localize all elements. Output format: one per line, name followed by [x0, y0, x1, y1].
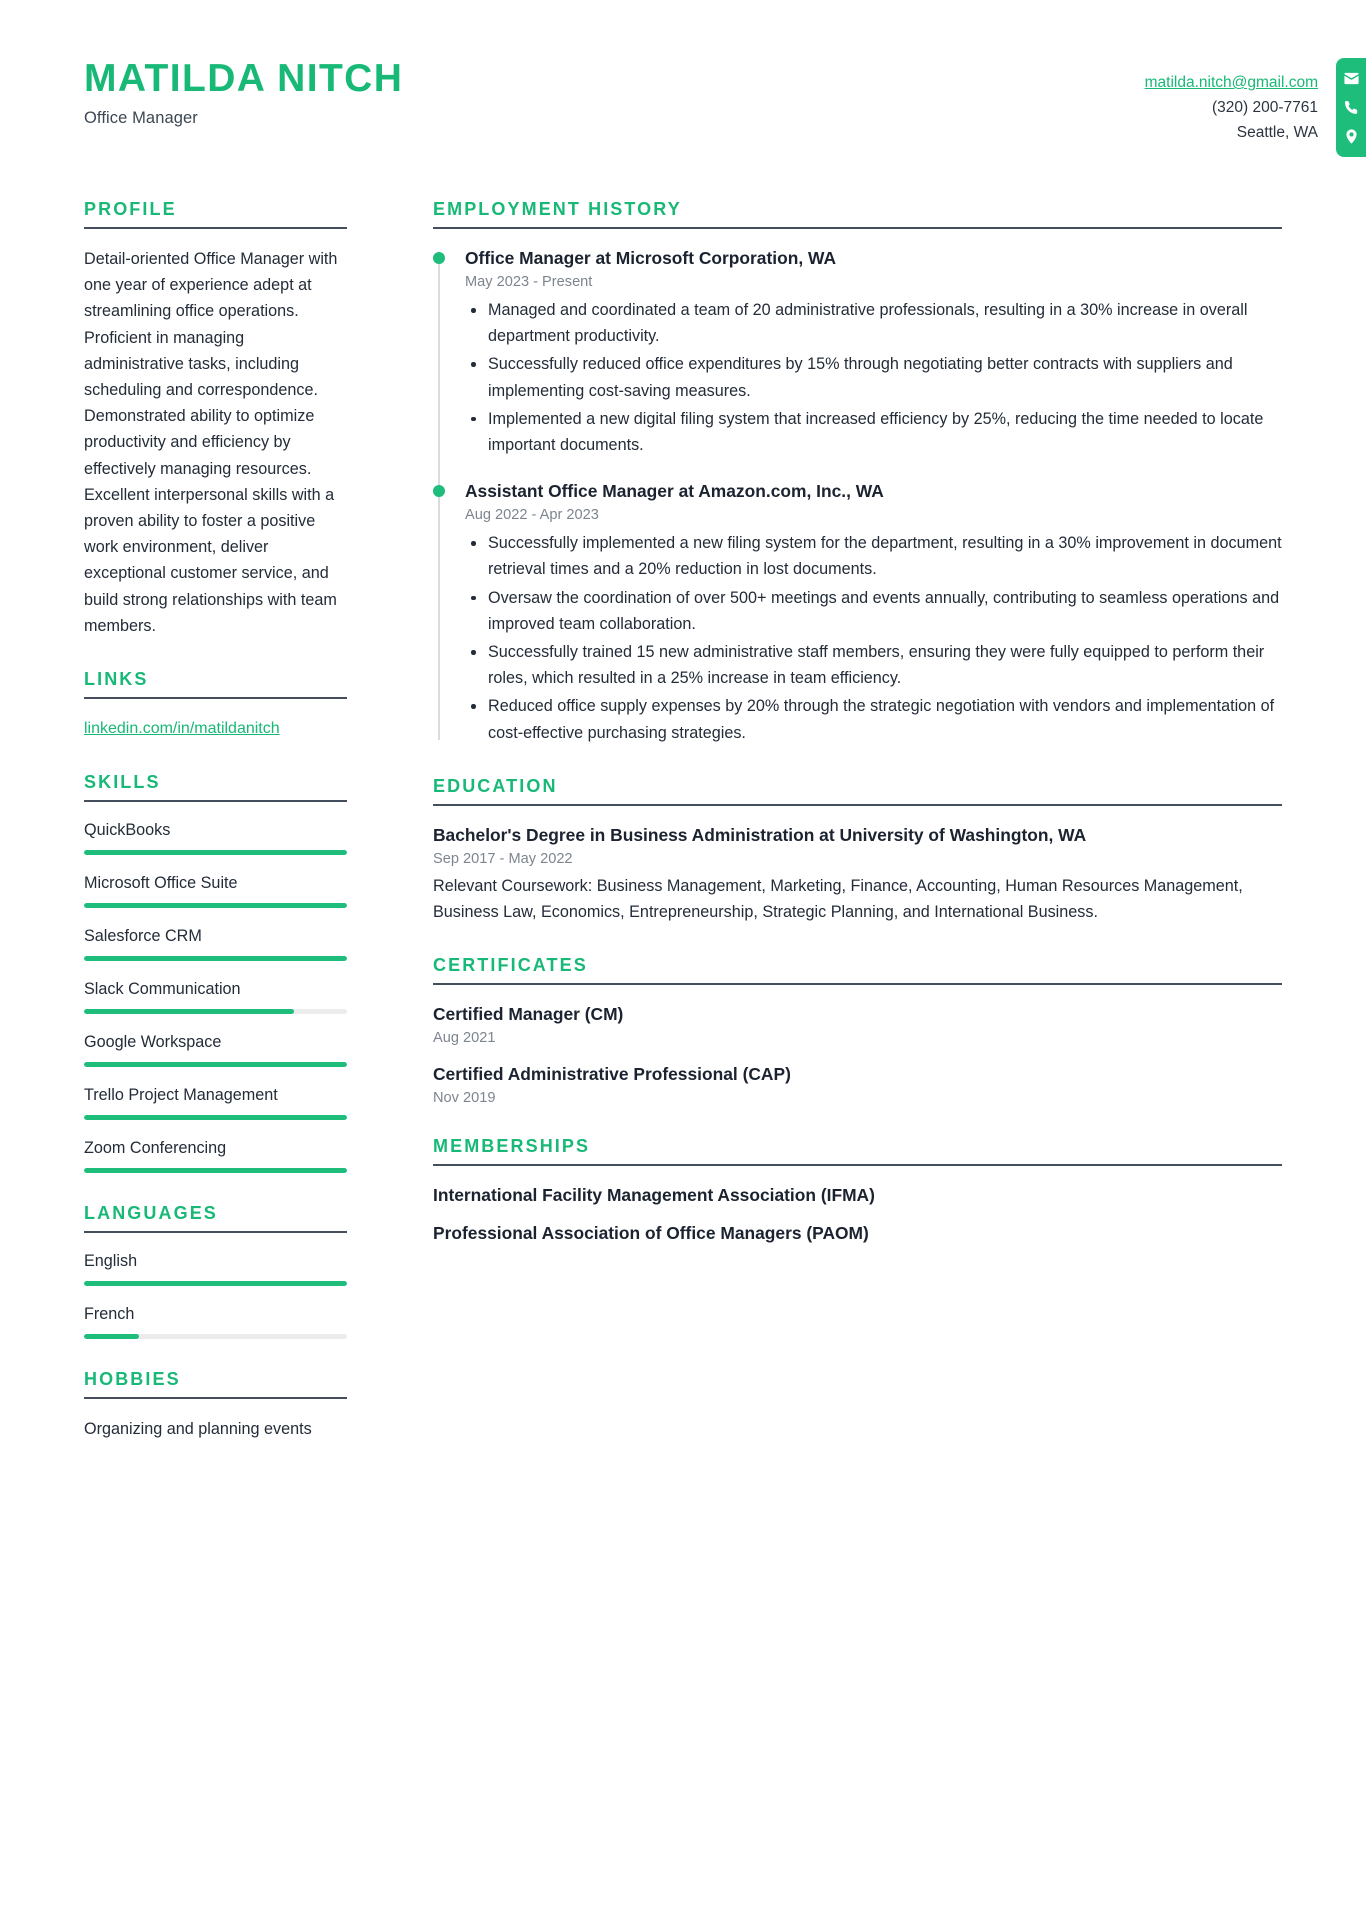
section-title-certificates: CERTIFICATES	[433, 955, 588, 976]
section-title-hobbies: HOBBIES	[84, 1369, 181, 1390]
employment-bullet: Reduced office supply expenses by 20% through the strategic negotiation with vendors and implementation of cost-effective purchasing strategies.	[465, 693, 1282, 745]
skill-bar-track	[84, 956, 347, 961]
language-item	[84, 1303, 347, 1339]
skill-label: QuickBooks	[84, 821, 171, 840]
section-divider	[84, 800, 347, 802]
contact-location: Seattle, WA	[1236, 124, 1318, 141]
section-education	[433, 776, 1282, 925]
candidate-name: MATILDA NITCH	[84, 57, 404, 100]
timeline-dot-icon	[433, 485, 445, 497]
section-title-languages: LANGUAGES	[84, 1203, 218, 1224]
language-label: French	[84, 1305, 135, 1324]
skill-bar-fill	[84, 1009, 294, 1014]
section-divider	[433, 1164, 1282, 1166]
employment-bullet: Successfully reduced office expenditures by 15% through negotiating better contracts with suppliers and implementing cost-saving measures.	[465, 351, 1282, 403]
skill-bar-track	[84, 1062, 347, 1067]
language-bar-fill	[84, 1281, 347, 1286]
skill-label: Google Workspace	[84, 1033, 222, 1052]
skill-item	[84, 1084, 347, 1120]
certificate-title: Certified Manager (CM)	[433, 1004, 624, 1025]
section-divider	[84, 1397, 347, 1399]
section-divider	[84, 227, 347, 229]
section-title-education: EDUCATION	[433, 775, 558, 796]
section-title-profile: PROFILE	[84, 199, 177, 219]
candidate-job-title: Office Manager	[84, 109, 198, 128]
identity-block	[0, 58, 403, 128]
timeline-dot-icon	[433, 252, 445, 264]
section-languages	[84, 1203, 347, 1339]
certificate-date: Aug 2021	[433, 1030, 496, 1047]
skill-bar-fill	[84, 1115, 347, 1120]
section-title-links: LINKS	[84, 669, 149, 690]
employment-entry	[433, 479, 1282, 746]
employment-bullet: Managed and coordinated a team of 20 administrative professionals, resulting in a 30% increase in overall department productivity.	[465, 297, 1282, 349]
contact-email[interactable]: matilda.nitch@gmail.com	[1144, 74, 1318, 91]
skill-label: Microsoft Office Suite	[84, 874, 238, 893]
language-bar-track	[84, 1334, 347, 1339]
certificate-entry	[433, 1062, 1282, 1106]
membership-item: Professional Association of Office Managers (PAOM)	[433, 1223, 869, 1244]
contact-phone: (320) 200-7761	[1212, 99, 1318, 116]
skill-bar-fill	[84, 1168, 347, 1173]
language-bar-track	[84, 1281, 347, 1286]
education-entry	[433, 823, 1282, 925]
employment-bullets	[465, 530, 1282, 746]
skill-bar-track	[84, 1168, 347, 1173]
employment-bullet: Oversaw the coordination of over 500+ meetings and events annually, contributing to seamless operations and improved team collaboration.	[465, 585, 1282, 637]
language-item	[84, 1250, 347, 1286]
skill-item	[84, 1137, 347, 1173]
education-title: Bachelor's Degree in Business Administration at University of Washington, WA	[433, 824, 1087, 845]
language-bar-fill	[84, 1334, 139, 1339]
resume-header	[0, 0, 1366, 157]
employment-bullets	[465, 297, 1282, 458]
skill-label: Slack Communication	[84, 980, 241, 999]
section-employment-history	[433, 199, 1282, 746]
education-date: Sep 2017 - May 2022	[433, 850, 573, 867]
skill-bar-fill	[84, 1062, 347, 1067]
employment-title: Office Manager at Microsoft Corporation, WA	[465, 248, 837, 268]
contact-lines	[1145, 58, 1336, 145]
skill-item	[84, 872, 347, 908]
section-divider	[84, 697, 347, 699]
employment-date: Aug 2022 - Apr 2023	[465, 507, 599, 524]
hobby-item: Organizing and planning events	[84, 1420, 312, 1439]
location-pin-icon	[1343, 128, 1360, 145]
section-skills	[84, 772, 347, 1173]
employment-date: May 2023 - Present	[465, 274, 593, 290]
skill-item	[84, 925, 347, 961]
employment-entry	[433, 246, 1282, 458]
section-links	[84, 669, 347, 742]
section-title-employment: EMPLOYMENT HISTORY	[433, 199, 682, 219]
employment-title: Assistant Office Manager at Amazon.com, Inc., WA	[465, 481, 884, 502]
section-divider	[433, 804, 1282, 806]
contact-block	[1145, 58, 1366, 157]
profile-text: Detail-oriented Office Manager with one year of experience adept at streamlining office operations. Proficient in managing administrative tasks, including scheduling and correspondence. Demonstrated ability to optimize productivity and efficiency by effectively managing resources. Excellent interpersonal skills with a proven ability to foster a positive work environment, deliver exceptional customer service, and build strong relationships with team members.	[84, 250, 338, 635]
section-divider	[433, 983, 1282, 985]
employment-timeline	[433, 246, 1282, 746]
skill-bar-fill	[84, 956, 347, 961]
education-description: Relevant Coursework: Business Management, Marketing, Finance, Accounting, Human Resources Management, Business Law, Economics, Entrepreneurship, Strategic Planning, and International Business.	[433, 876, 1243, 922]
section-divider	[433, 227, 1282, 229]
skill-item	[84, 978, 347, 1014]
section-memberships	[433, 1136, 1282, 1246]
link-item[interactable]: linkedin.com/in/matildanitch	[84, 720, 280, 738]
skill-label: Zoom Conferencing	[84, 1139, 227, 1158]
skill-bar-track	[84, 1115, 347, 1120]
employment-bullet: Successfully implemented a new filing system for the department, resulting in a 30% improvement in document retrieval times and a 20% reduction in lost documents.	[465, 530, 1282, 582]
certificate-title: Certified Administrative Professional (CAP)	[433, 1064, 791, 1085]
phone-icon	[1343, 99, 1360, 116]
skill-bar-track	[84, 850, 347, 855]
membership-item: International Facility Management Association (IFMA)	[433, 1185, 875, 1206]
section-hobbies	[84, 1369, 347, 1442]
skill-item	[84, 1031, 347, 1067]
skill-bar-fill	[84, 903, 347, 908]
section-divider	[84, 1231, 347, 1233]
section-certificates	[433, 955, 1282, 1106]
skill-bar-fill	[84, 850, 347, 855]
skill-bar-track	[84, 903, 347, 908]
language-label: English	[84, 1252, 138, 1271]
resume-body	[0, 157, 1366, 1472]
skill-bar-track	[84, 1009, 347, 1014]
right-column	[375, 199, 1366, 1276]
contact-icon-tab	[1336, 58, 1366, 157]
left-column	[0, 199, 375, 1472]
section-title-memberships: MEMBERSHIPS	[433, 1136, 591, 1157]
skill-label: Salesforce CRM	[84, 927, 202, 946]
section-profile	[84, 199, 347, 639]
envelope-icon	[1343, 70, 1360, 87]
employment-bullet: Successfully trained 15 new administrative staff members, ensuring they were fully equipped to perform their roles, which resulted in a 25% increase in team efficiency.	[465, 639, 1282, 691]
employment-bullet: Implemented a new digital filing system that increased efficiency by 25%, reducing the time needed to locate important documents.	[465, 406, 1282, 458]
skill-label: Trello Project Management	[84, 1086, 278, 1105]
skill-item	[84, 819, 347, 855]
certificate-entry	[433, 1002, 1282, 1046]
certificate-date: Nov 2019	[433, 1090, 496, 1107]
section-title-skills: SKILLS	[84, 772, 161, 793]
